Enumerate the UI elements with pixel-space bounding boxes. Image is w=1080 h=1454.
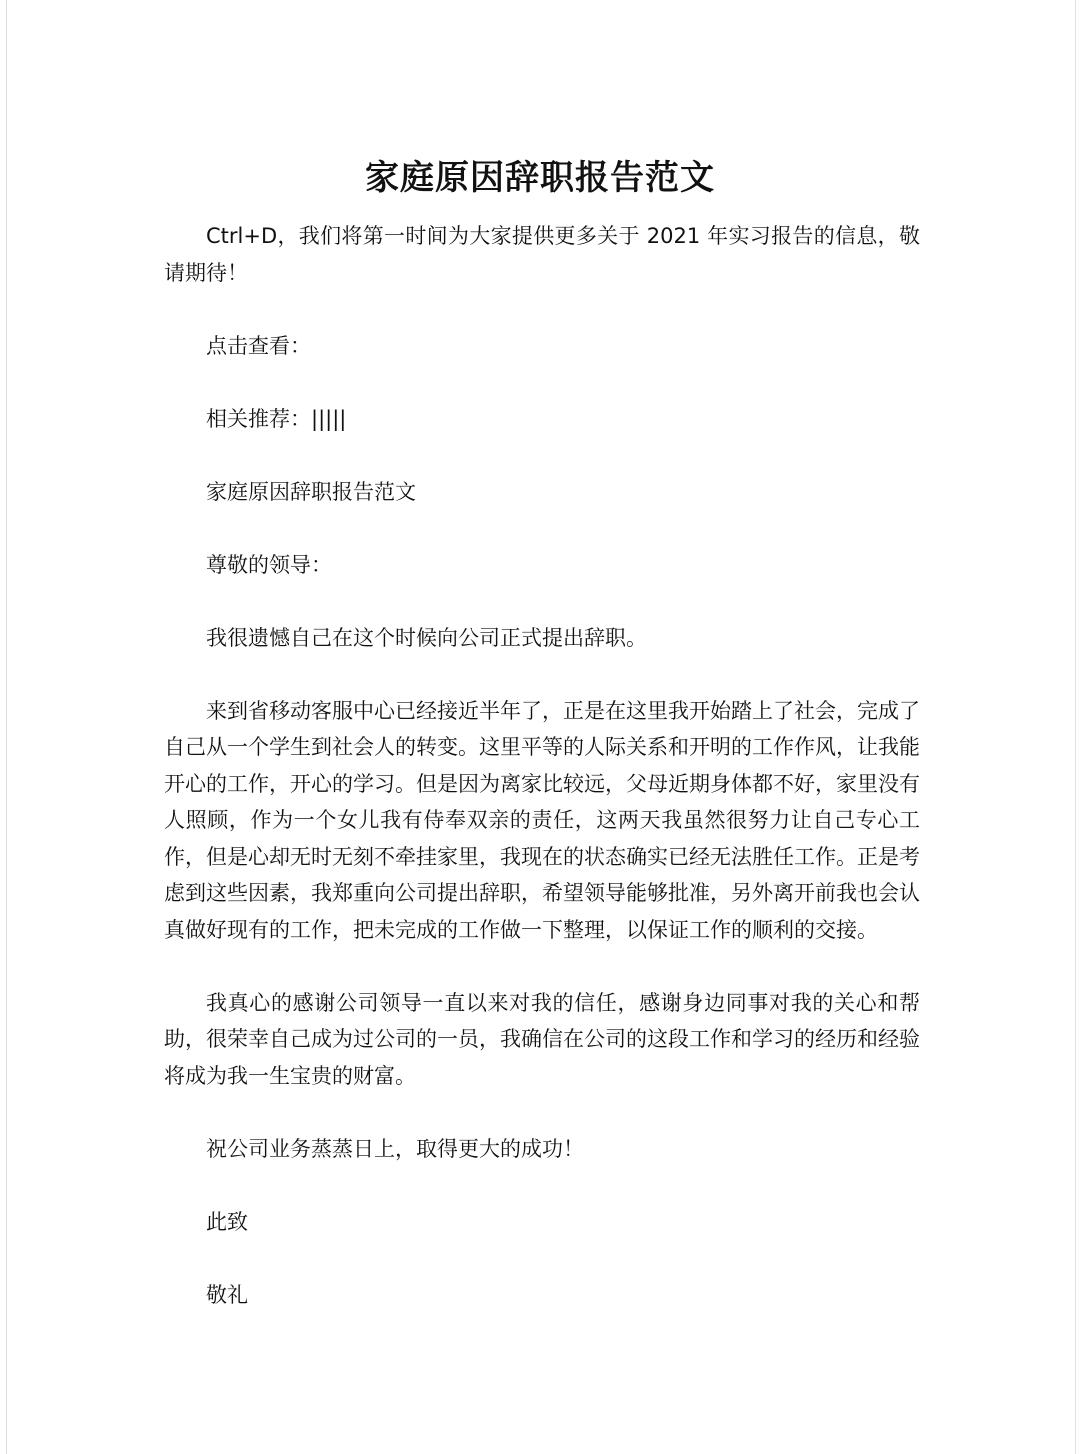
click-to-view-line: 点击查看：: [206, 333, 311, 358]
resignation-statement: 我很遗憾自己在这个时候向公司正式提出辞职。: [206, 625, 647, 650]
intro-paragraph: Ctrl+D，我们将第一时间为大家提供更多关于 2021 年实习报告的信息，敬请期待！: [164, 224, 920, 285]
document-body: [164, 218, 920, 1313]
salutation: 尊敬的领导：: [206, 552, 332, 577]
section-heading: 家庭原因辞职报告范文: [206, 479, 416, 504]
reason-paragraph: 来到省移动客服中心已经接近半年了，正是在这里我开始踏上了社会，完成了自己从一个学生到社会人的转变。这里平等的人际关系和开明的工作作风，让我能开心的工作，开心的学习。但是因为离家比较远，父母近期身体都不好，家里没有人照顾，作为一个女儿我有侍奉双亲的责任，这两天我虽然很努力让自己专心工作，但是心却无时无刻不牵挂家里，我现在的状态确实已经无法胜任工作。正是考虑到这些因素，我郑重向公司提出辞职，希望领导能够批准，另外离开前我也会认真做好现有的工作，把未完成的工作做一下整理，以保证工作的顺利的交接。: [164, 698, 920, 942]
regards-line: 敬礼: [206, 1282, 248, 1307]
page-right-edge: [1075, 0, 1076, 1454]
closing-line: 此致: [206, 1209, 248, 1234]
gratitude-paragraph: 我真心的感谢公司领导一直以来对我的信任，感谢身边同事对我的关心和帮助，很荣幸自己成为过公司的一员，我确信在公司的这段工作和学习的经历和经验将成为我一生宝贵的财富。: [164, 990, 920, 1088]
document-title: 家庭原因辞职报告范文: [365, 158, 715, 198]
page-left-edge: [6, 0, 7, 1454]
related-recommendations-line: 相关推荐：|||||: [206, 406, 347, 431]
wishes-line: 祝公司业务蒸蒸日上，取得更大的成功！: [206, 1136, 584, 1161]
